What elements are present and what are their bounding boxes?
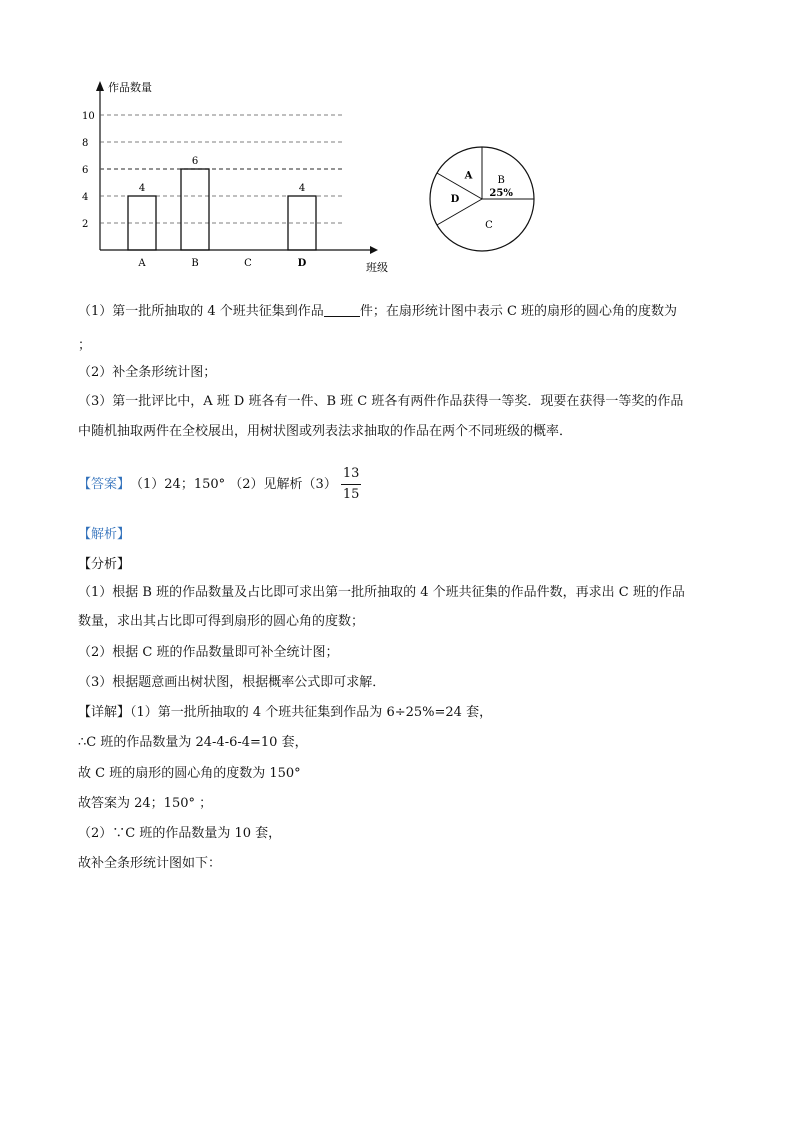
detail-line-6: 故补全条形统计图如下： bbox=[78, 856, 222, 871]
question-2: （2）补全条形统计图； bbox=[78, 365, 217, 380]
question-1-end: ； bbox=[78, 338, 92, 353]
pie-slice-label: B bbox=[497, 174, 505, 186]
detail-line-1: 【详解】（1）第一批所抽取的 4 个班共征集到作品为 6÷25%=24 套， bbox=[78, 705, 493, 720]
answer-tag: 【答案】 bbox=[78, 476, 131, 492]
data-label: 4 bbox=[298, 183, 306, 194]
y-tick-label: 10 bbox=[82, 111, 95, 122]
answer-fraction bbox=[341, 464, 362, 505]
y-axis-label: 作品数量 bbox=[108, 81, 152, 94]
x-axis-label: 班级 bbox=[366, 261, 388, 274]
analysis-line-1: （1）根据 B 班的作品数量及占比即可求出第一批所抽取的 4 个班共征集的作品件数，再求出 C 班的作品 bbox=[78, 585, 685, 600]
pie-slice-label: D bbox=[450, 194, 460, 205]
data-label: 6 bbox=[191, 156, 199, 167]
analysis-heading: 【分析】 bbox=[78, 557, 131, 572]
detail-line-4: 故答案为 24；150° ； bbox=[78, 796, 213, 811]
analysis-line-3: （2）根据 C 班的作品数量即可补全统计图； bbox=[78, 645, 339, 660]
data-label: 4 bbox=[138, 183, 146, 194]
pie-slice-percent: 25% bbox=[489, 187, 513, 199]
analysis-tag: 【解析】 bbox=[78, 527, 131, 542]
pie-slice-label: A bbox=[464, 170, 473, 182]
question-1 bbox=[78, 302, 677, 322]
y-tick-label: 2 bbox=[82, 219, 89, 230]
fraction-numerator: 13 bbox=[341, 464, 362, 485]
x-tick-label: C bbox=[244, 258, 252, 269]
bar-chart bbox=[70, 75, 400, 275]
answer-line bbox=[78, 464, 361, 505]
question-1-part-b: 件；在扇形统计图中表示 C 班的扇形的圆心角的度数为 bbox=[359, 304, 678, 319]
y-tick-label: 6 bbox=[82, 165, 89, 176]
x-axis-arrow bbox=[370, 246, 378, 254]
fraction-denominator: 15 bbox=[342, 487, 360, 502]
x-tick-label: A bbox=[138, 258, 146, 269]
pie-chart bbox=[425, 140, 545, 260]
analysis-line-2: 数量，求出其占比即可得到扇形的圆心角的度数； bbox=[78, 614, 365, 629]
pie-slice-boundary bbox=[437, 199, 482, 225]
question-1-part-a: （1）第一批所抽取的 4 个班共征集到作品 bbox=[78, 304, 324, 319]
analysis-line-4: （3）根据题意画出树状图，根据概率公式即可求解． bbox=[78, 675, 386, 690]
y-tick-label: 4 bbox=[82, 192, 89, 203]
detail-line-5: （2）∵C 班的作品数量为 10 套， bbox=[78, 826, 282, 841]
detail-line-2: ∴C 班的作品数量为 24-4-6-4=10 套， bbox=[78, 735, 308, 750]
pie-slice-label: C bbox=[485, 220, 493, 232]
x-tick-label: D bbox=[297, 258, 307, 269]
x-tick-label: B bbox=[191, 258, 199, 269]
bar bbox=[181, 169, 209, 250]
pie-slice-boundary bbox=[437, 170, 482, 199]
answer-text: （1）24；150° （2）见解析（3） bbox=[130, 476, 337, 492]
question-3-line-2: 中随机抽取两件在全校展出，用树状图或列表法求抽取的作品在两个不同班级的概率． bbox=[78, 424, 573, 439]
y-axis-arrow bbox=[96, 81, 104, 91]
answer-blank bbox=[324, 302, 360, 317]
y-tick-label: 8 bbox=[82, 138, 89, 149]
detail-line-3: 故 C 班的扇形的圆心角的度数为 150° bbox=[78, 766, 301, 781]
question-3-line-1: （3）第一批评比中，A 班 D 班各有一件、B 班 C 班各有两件作品获得一等奖．现要在获得一等奖的作品 bbox=[78, 394, 684, 409]
